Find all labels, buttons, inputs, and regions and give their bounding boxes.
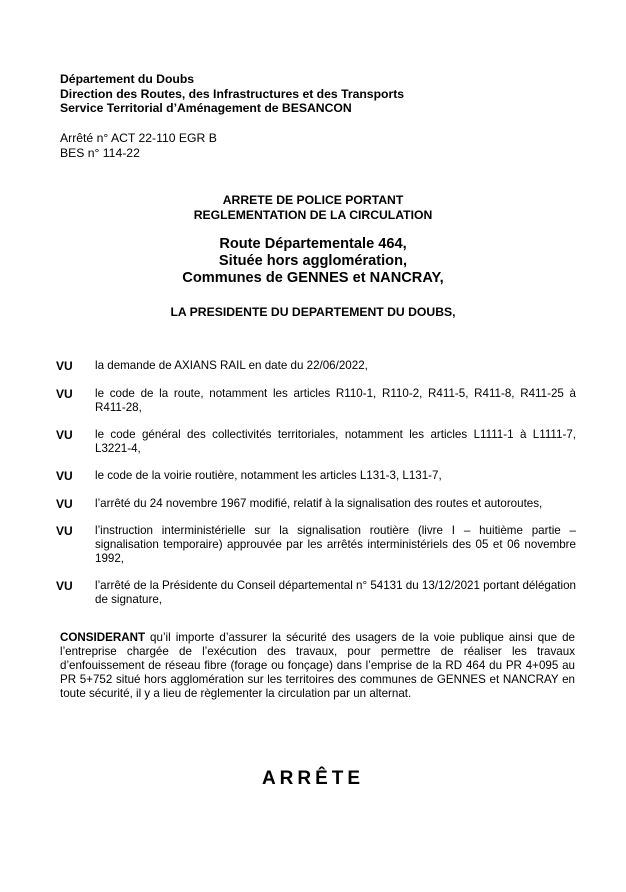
vu-text: l’arrêté de la Présidente du Conseil départemental n° 54131 du 13/12/2021 portant délégation de signature, bbox=[95, 579, 576, 606]
direction-name: Direction des Routes, des Infrastructures et des Transports bbox=[60, 86, 405, 101]
vu-item bbox=[56, 497, 576, 511]
vu-label: VU bbox=[56, 524, 73, 538]
president-heading: LA PRESIDENTE DU DEPARTEMENT DU DOUBS, bbox=[170, 305, 456, 319]
vu-item bbox=[56, 524, 576, 566]
arrete-heading: ARRÊTE bbox=[261, 768, 365, 789]
vu-label: VU bbox=[56, 497, 73, 511]
document-title bbox=[0, 193, 626, 223]
vu-text: l’arrêté du 24 novembre 1967 modifié, relatif à la signalisation des routes et autoroutes, bbox=[95, 497, 543, 510]
vu-item bbox=[56, 579, 576, 607]
vu-text: la demande de AXIANS RAIL en date du 22/06/2022, bbox=[95, 359, 368, 372]
vu-list bbox=[56, 359, 576, 607]
vu-item bbox=[56, 469, 576, 483]
vu-label: VU bbox=[56, 579, 73, 593]
vu-text: le code de la voirie routière, notamment les articles L131-3, L131-7, bbox=[95, 469, 442, 482]
vu-item bbox=[56, 359, 576, 373]
vu-label: VU bbox=[56, 387, 73, 401]
vu-text: l’instruction interministérielle sur la signalisation routière (livre I – huitième partie – signalisation temporaire) approuvée par les arrêtés interministériels des 05 et 06 novembre 1992, bbox=[95, 524, 576, 565]
route-title bbox=[0, 236, 626, 287]
vu-label: VU bbox=[56, 469, 73, 483]
reference-block bbox=[60, 131, 217, 161]
vu-text: le code général des collectivités territoriales, notamment les articles L1111-1 à L1111-7, L3221-4, bbox=[95, 428, 576, 455]
issuer-header bbox=[60, 72, 404, 116]
vu-label: VU bbox=[56, 428, 73, 442]
bes-number: BES n° 114-22 bbox=[60, 146, 140, 160]
considerant-label: CONSIDERANT bbox=[60, 631, 146, 644]
title-line-1: ARRETE DE POLICE PORTANT bbox=[222, 193, 404, 207]
vu-label: VU bbox=[56, 359, 73, 373]
arrete-number: Arrêté n° ACT 22-110 EGR B bbox=[60, 131, 217, 145]
considerant-text: qu’il importe d’assurer la sécurité des usagers de la voie publique ainsi que de l’entreprise chargée de l’exécution des travaux, pour permettre de réaliser les travaux d’enfouissement de réseau fibre (forage ou fonçage) dans l’emprise de la RD 464 du PR 4+095 au PR 5+752 situé hors agglomération sur les territoires des communes de GENNES et NANCRAY en toute sécurité, il y a lieu de règlementer la circulation par un alternat. bbox=[60, 631, 575, 700]
vu-item bbox=[56, 387, 576, 415]
route-situation: Située hors agglomération, bbox=[218, 253, 408, 269]
service-name: Service Territorial d’Aménagement de BESANCON bbox=[60, 101, 352, 115]
vu-text: le code de la route, notamment les articles R110-1, R110-2, R411-5, R411-8, R411-25 à R411-28, bbox=[95, 387, 576, 414]
department-name: Département du Doubs bbox=[60, 72, 195, 86]
title-line-2: REGLEMENTATION DE LA CIRCULATION bbox=[193, 208, 433, 222]
considerant-paragraph bbox=[60, 631, 575, 701]
route-communes: Communes de GENNES et NANCRAY, bbox=[182, 270, 444, 286]
vu-item bbox=[56, 428, 576, 456]
route-name: Route Départementale 464, bbox=[219, 236, 407, 252]
